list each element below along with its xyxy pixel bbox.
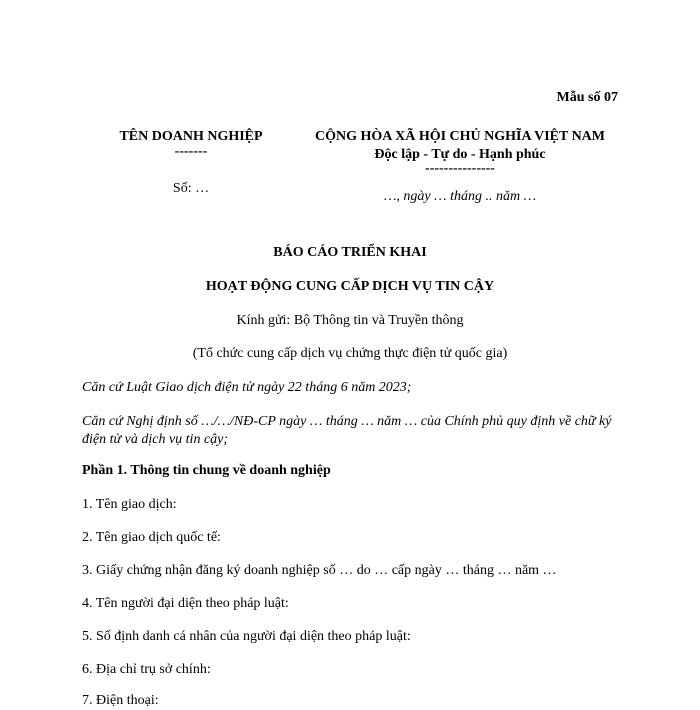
form-number: Mẫu số 07 (556, 90, 618, 105)
list-item: 4. Tên người đại diện theo pháp luật: (82, 596, 289, 611)
list-item: 6. Địa chỉ trụ sở chính: (82, 662, 211, 677)
company-name: TÊN DOANH NGHIỆP (119, 129, 263, 144)
company-rule: ------- (174, 144, 208, 159)
date-line: …, ngày … tháng .. năm … (383, 189, 537, 204)
report-title: BÁO CÁO TRIỂN KHAI (273, 245, 427, 260)
national-block (300, 128, 620, 206)
list-item: 3. Giấy chứng nhận đăng ký doanh nghiệp số … do … cấp ngày … tháng … năm … (82, 563, 557, 578)
company-block (96, 128, 286, 198)
list-item: 7. Điện thoại: (82, 693, 159, 708)
list-item: 2. Tên giao dịch quốc tế: (82, 530, 221, 545)
legal-basis-2: Căn cứ Nghị định số …/…/NĐ-CP ngày … tháng … năm … của Chính phủ quy định về chữ ký điện tử và dịch vụ tin cậy; (82, 414, 612, 447)
report-subtitle: HOẠT ĐỘNG CUNG CẤP DỊCH VỤ TIN CẬY (205, 279, 495, 294)
section-1-heading: Phần 1. Thông tin chung về doanh nghiệp (82, 463, 331, 478)
country-name: CỘNG HÒA XÃ HỘI CHỦ NGHĨA VIỆT NAM (314, 129, 605, 144)
motto-rule: --------------- (425, 161, 495, 176)
list-item: 5. Số định danh cá nhân của người đại diện theo pháp luật: (82, 629, 411, 644)
document-number: Số: … (172, 181, 210, 196)
list-item: 1. Tên giao dịch: (82, 497, 177, 512)
legal-basis-1: Căn cứ Luật Giao dịch điện tử ngày 22 tháng 6 năm 2023; (82, 380, 412, 395)
recipient-note: (Tổ chức cung cấp dịch vụ chứng thực điện tử quốc gia) (192, 346, 508, 361)
national-motto: Độc lập - Tự do - Hạnh phúc (374, 147, 546, 162)
recipient: Kính gửi: Bộ Thông tin và Truyền thông (236, 313, 464, 328)
